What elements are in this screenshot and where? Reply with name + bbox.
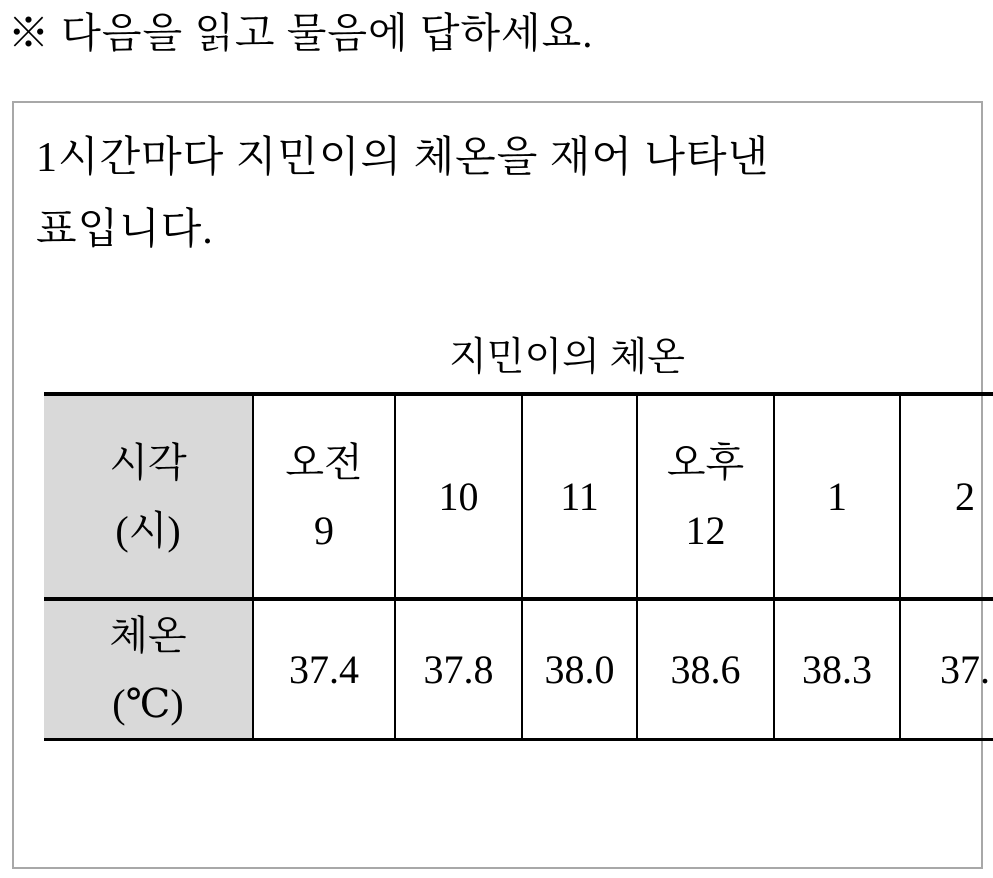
temp-cell [396,601,523,738]
temp-cell-text: 38.6 [670,646,741,692]
temperature-table [44,392,993,741]
time-cell-text: 11 [560,473,599,519]
temp-cell-text: 38.0 [544,646,615,692]
temp-cell [523,601,638,738]
row-header-time-line2: (시) [115,507,181,553]
temp-cell [254,601,396,738]
description-line-1: 1시간마다 지민이의 체온을 재어 나타낸 [36,135,770,181]
time-cell [638,396,775,597]
description-line-2: 표입니다. [36,207,214,253]
time-cell [396,396,523,597]
temp-cell-text: 37.4 [289,646,359,692]
temp-cell-text: 38.3 [802,646,872,692]
time-cell-text: 1 [827,473,847,519]
time-cell [523,396,638,597]
instruction-text: ※ 다음을 읽고 물음에 답하세요. [8,10,594,56]
row-header-time-line1: 시각 [109,439,187,485]
time-cell-text: 9 [314,507,334,553]
row-header-temp-line1: 체온 [109,612,187,658]
temp-cell-text: 37.8 [423,646,494,692]
problem-description [36,122,936,266]
time-cell-text: 2 [955,473,975,519]
temp-cell-text: 37. [940,646,990,692]
temp-cell [775,601,901,738]
row-header-time [44,396,254,597]
row-header-temp-line2: (℃) [112,680,184,726]
time-cell [901,396,993,597]
table-title: 지민이의 체온 [449,336,685,379]
time-cell-text: 12 [685,507,726,553]
time-cell-text: 오전 [285,439,363,485]
temp-cell [901,601,993,738]
temp-cell [638,601,775,738]
row-header-temperature [44,601,254,738]
time-cell-text: 10 [438,473,479,519]
time-cell-text: 오후 [666,439,745,485]
time-cell [254,396,396,597]
table-row-temperature [44,601,993,738]
time-cell [775,396,901,597]
table-row-time [44,396,993,601]
